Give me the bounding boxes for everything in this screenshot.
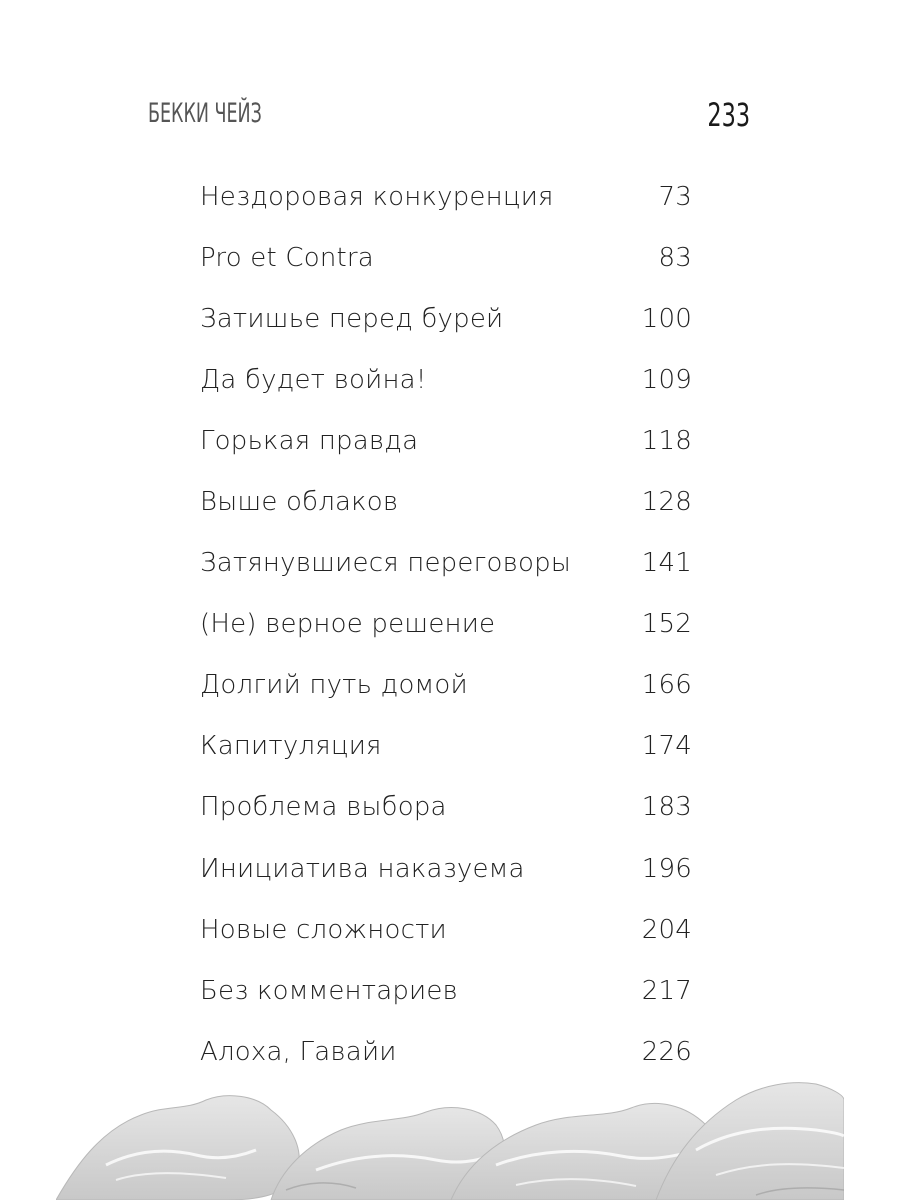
toc-entry-title: Алоха, Гавайи (200, 1036, 397, 1067)
toc-entry-title: Без комментариев (200, 975, 458, 1006)
toc-entry-title: (Не) верное решение (200, 609, 496, 640)
toc-entry-title: Новые сложности (200, 914, 447, 945)
toc-entry (200, 838, 692, 899)
toc-entry-title: Pro et Contra (200, 242, 374, 273)
toc-entry-page: 204 (641, 914, 692, 945)
toc-entry-title: Нездоровая конкуренция (200, 181, 554, 212)
toc-entry (200, 655, 692, 716)
toc-entry (200, 471, 692, 532)
toc-entry (200, 899, 692, 960)
toc-entry-page: 166 (641, 670, 692, 701)
toc-entry-page: 174 (641, 731, 692, 762)
table-of-contents (200, 166, 692, 1082)
toc-entry (200, 777, 692, 838)
toc-entry (200, 594, 692, 655)
running-head-author: БЕККИ ЧЕЙЗ (148, 98, 262, 129)
lips-shape (56, 1096, 299, 1200)
toc-entry-page: 118 (641, 425, 692, 456)
lips-pattern-icon (56, 1070, 844, 1200)
toc-entry-page: 183 (641, 792, 692, 823)
toc-entry-title: Да будет война! (200, 364, 427, 395)
toc-entry (200, 960, 692, 1021)
toc-entry-title: Затянувшиеся переговоры (200, 548, 571, 579)
toc-entry-title: Горькая правда (200, 425, 419, 456)
toc-entry-title: Затишье перед бурей (200, 303, 504, 334)
toc-entry-page: 128 (641, 487, 692, 518)
toc-entry-title: Инициатива наказуема (200, 853, 525, 884)
toc-entry-page: 83 (658, 242, 692, 273)
toc-entry-title: Долгий путь домой (200, 670, 468, 701)
toc-entry-title: Капитуляция (200, 731, 382, 762)
toc-entry-page: 152 (641, 609, 692, 640)
toc-entry-page: 100 (641, 303, 692, 334)
toc-entry-title: Выше облаков (200, 487, 399, 518)
toc-entry (200, 716, 692, 777)
toc-entry-page: 217 (641, 975, 692, 1006)
toc-entry (200, 227, 692, 288)
toc-entry (200, 166, 692, 227)
toc-entry-page: 196 (641, 853, 692, 884)
toc-entry-page: 109 (641, 364, 692, 395)
toc-entry (200, 288, 692, 349)
toc-entry-page: 141 (641, 548, 692, 579)
toc-entry-page: 73 (658, 181, 692, 212)
toc-entry (200, 410, 692, 471)
toc-entry (200, 349, 692, 410)
toc-entry (200, 533, 692, 594)
toc-entry-page: 226 (641, 1036, 692, 1067)
page-number: 233 (707, 96, 750, 134)
toc-entry-title: Проблема выбора (200, 792, 447, 823)
